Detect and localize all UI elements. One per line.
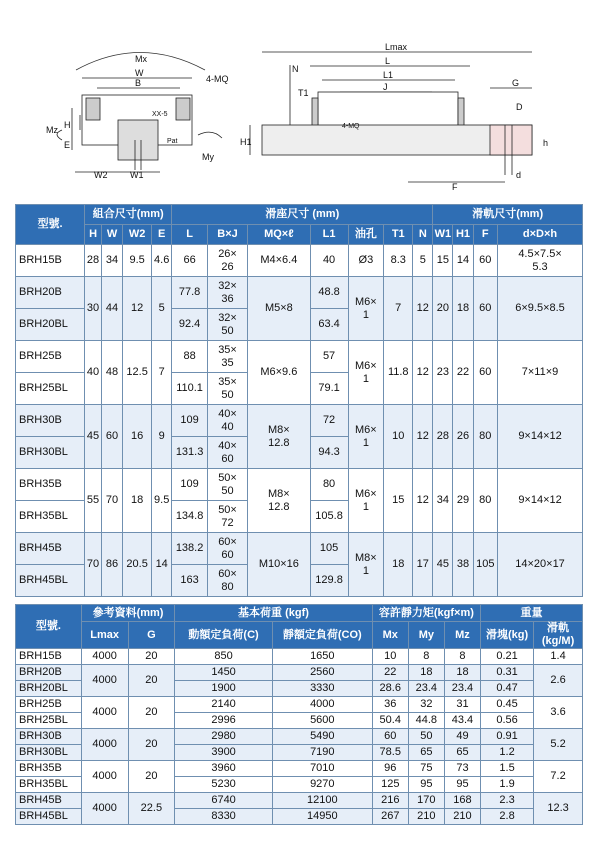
cell-h1: 29	[453, 469, 473, 533]
cell-w: 44	[101, 277, 122, 341]
side-label-f: F	[452, 182, 458, 192]
cell-t1: 10	[384, 405, 413, 469]
model-cell: BRH20B	[16, 665, 82, 681]
cell-mx: 36	[372, 697, 408, 713]
cell-my: 50	[408, 729, 444, 745]
cell-my: 75	[408, 761, 444, 777]
table-row	[16, 533, 583, 565]
cell-co: 7190	[272, 745, 372, 761]
cell-w1: 23	[433, 341, 453, 405]
cell-w1: 15	[433, 245, 453, 277]
model-cell: BRH30BL	[16, 437, 85, 469]
cell-n: 12	[413, 277, 433, 341]
cell-c: 1900	[175, 681, 273, 697]
cell-oil: Ø3	[348, 245, 384, 277]
cell-my: 65	[408, 745, 444, 761]
cell-bj: 35× 35	[207, 341, 247, 373]
load-header-ref: 參考資料(mm)	[81, 605, 174, 622]
model-cell: BRH45BL	[16, 565, 85, 597]
cell-blk: 1.9	[481, 777, 534, 793]
cell-l1: 79.1	[310, 373, 348, 405]
cell-h: 45	[85, 405, 102, 469]
cell-mx: 78.5	[372, 745, 408, 761]
cell-mz: 95	[444, 777, 480, 793]
front-label-mz: Mz	[46, 125, 58, 135]
load-col-header: G	[128, 622, 175, 649]
cell-l1: 105.8	[310, 501, 348, 533]
spec-col-header: L	[172, 225, 208, 245]
side-label-l: L	[385, 56, 391, 66]
cell-l: 77.8	[172, 277, 208, 309]
cell-n: 12	[413, 341, 433, 405]
front-label-mx: Mx	[135, 54, 147, 64]
spec-col-header: W1	[433, 225, 453, 245]
model-cell: BRH45BL	[16, 809, 82, 825]
cell-w2: 9.5	[123, 245, 152, 277]
cell-mx: 216	[372, 793, 408, 809]
cell-bj: 26× 26	[207, 245, 247, 277]
side-label-h: h	[543, 138, 549, 148]
load-col-header: My	[408, 622, 444, 649]
front-label-w1: W1	[130, 170, 144, 180]
cell-g: 20	[128, 761, 175, 793]
cell-blk: 2.3	[481, 793, 534, 809]
cell-l: 163	[172, 565, 208, 597]
cell-my: 32	[408, 697, 444, 713]
cell-w1: 28	[433, 405, 453, 469]
model-cell: BRH25B	[16, 341, 85, 373]
cell-my: 44.8	[408, 713, 444, 729]
cell-blk: 1.2	[481, 745, 534, 761]
cell-lmax: 4000	[81, 697, 128, 729]
cell-co: 14950	[272, 809, 372, 825]
model-cell: BRH45B	[16, 533, 85, 565]
cell-e: 9.5	[152, 469, 172, 533]
cell-mq: M8× 12.8	[248, 469, 310, 533]
load-rating-table	[15, 604, 583, 825]
cell-ddh: 4.5×7.5× 5.3	[498, 245, 583, 277]
load-col-header: Mx	[372, 622, 408, 649]
table-row	[16, 665, 583, 681]
cell-g: 22.5	[128, 793, 175, 825]
cell-my: 95	[408, 777, 444, 793]
model-cell: BRH25BL	[16, 713, 82, 729]
cell-mx: 22	[372, 665, 408, 681]
cell-bj: 60× 80	[207, 565, 247, 597]
cell-w: 60	[101, 405, 122, 469]
load-header-load: 基本荷重 (kgf)	[175, 605, 372, 622]
front-label-xx: XX-5	[152, 111, 168, 118]
cell-w1: 34	[433, 469, 453, 533]
cell-ddh: 7×11×9	[498, 341, 583, 405]
cell-rail: 3.6	[534, 697, 583, 729]
cell-n: 12	[413, 469, 433, 533]
front-label-pat: Pat	[167, 138, 178, 145]
cell-bj: 40× 60	[207, 437, 247, 469]
spec-col-header: d×D×h	[498, 225, 583, 245]
front-label-h: H	[64, 120, 71, 130]
cell-mq: M6×9.6	[248, 341, 310, 405]
spec-col-header: T1	[384, 225, 413, 245]
technical-drawings	[0, 0, 595, 200]
cell-f: 80	[473, 469, 498, 533]
cell-co: 3330	[272, 681, 372, 697]
cell-w: 86	[101, 533, 122, 597]
table-row	[16, 341, 583, 373]
cell-ddh: 9×14×12	[498, 469, 583, 533]
model-cell: BRH45B	[16, 793, 82, 809]
load-col-header: Lmax	[81, 622, 128, 649]
cell-f: 60	[473, 277, 498, 341]
cell-mx: 28.6	[372, 681, 408, 697]
cell-mz: 168	[444, 793, 480, 809]
spec-header-rail: 滑軌尺寸(mm)	[433, 205, 583, 225]
cell-e: 7	[152, 341, 172, 405]
spec-col-header: B×J	[207, 225, 247, 245]
cell-w2: 18	[123, 469, 152, 533]
load-header-moment: 容許靜力矩(kgf×m)	[372, 605, 480, 622]
cell-bj: 60× 60	[207, 533, 247, 565]
table-row	[16, 649, 583, 665]
cell-w2: 12	[123, 277, 152, 341]
cell-oil: M6× 1	[348, 277, 384, 341]
cell-blk: 0.21	[481, 649, 534, 665]
cell-l1: 94.3	[310, 437, 348, 469]
cell-mz: 65	[444, 745, 480, 761]
cell-l1: 63.4	[310, 309, 348, 341]
spec-col-header: MQ×ℓ	[248, 225, 310, 245]
model-cell: BRH30B	[16, 729, 82, 745]
cell-co: 7010	[272, 761, 372, 777]
cell-c: 3960	[175, 761, 273, 777]
side-label-n: N	[292, 64, 299, 74]
cell-mz: 43.4	[444, 713, 480, 729]
side-label-d: D	[516, 102, 523, 112]
load-col-header: Mz	[444, 622, 480, 649]
cell-mz: 31	[444, 697, 480, 713]
cell-oil: M6× 1	[348, 405, 384, 469]
cell-l: 109	[172, 405, 208, 437]
side-label-j: J	[383, 82, 388, 92]
cell-mq: M10×16	[248, 533, 310, 597]
model-cell: BRH35BL	[16, 777, 82, 793]
spec-col-header: H1	[453, 225, 473, 245]
cell-ddh: 9×14×12	[498, 405, 583, 469]
spec-header-model: 型號.	[16, 205, 85, 245]
cell-co: 5600	[272, 713, 372, 729]
cell-h1: 18	[453, 277, 473, 341]
cell-l: 109	[172, 469, 208, 501]
cell-c: 2996	[175, 713, 273, 729]
cell-l: 138.2	[172, 533, 208, 565]
cell-blk: 1.5	[481, 761, 534, 777]
table-row	[16, 697, 583, 713]
cell-c: 5230	[175, 777, 273, 793]
cell-h: 70	[85, 533, 102, 597]
cell-l: 134.8	[172, 501, 208, 533]
cell-oil: M6× 1	[348, 469, 384, 533]
side-label-h1: H1	[240, 137, 252, 147]
cell-my: 170	[408, 793, 444, 809]
cell-lmax: 4000	[81, 649, 128, 665]
cell-g: 20	[128, 729, 175, 761]
cell-mx: 50.4	[372, 713, 408, 729]
cell-h1: 22	[453, 341, 473, 405]
cell-my: 8	[408, 649, 444, 665]
cell-mx: 267	[372, 809, 408, 825]
model-cell: BRH25B	[16, 697, 82, 713]
cell-co: 2560	[272, 665, 372, 681]
cell-e: 14	[152, 533, 172, 597]
spec-col-header: L1	[310, 225, 348, 245]
cell-rail: 1.4	[534, 649, 583, 665]
front-label-b: B	[135, 78, 142, 88]
cell-c: 3900	[175, 745, 273, 761]
cell-c: 8330	[175, 809, 273, 825]
cell-h: 30	[85, 277, 102, 341]
cell-rail: 7.2	[534, 761, 583, 793]
load-col-header: 滑塊(kg)	[481, 622, 534, 649]
side-label-lmax: Lmax	[385, 42, 408, 52]
cell-lmax: 4000	[81, 793, 128, 825]
cell-c: 6740	[175, 793, 273, 809]
model-cell: BRH30B	[16, 405, 85, 437]
model-cell: BRH35B	[16, 469, 85, 501]
cell-bj: 50× 72	[207, 501, 247, 533]
cell-rail: 12.3	[534, 793, 583, 825]
front-label-e: E	[64, 140, 71, 150]
cell-mx: 10	[372, 649, 408, 665]
cell-mx: 125	[372, 777, 408, 793]
cell-bj: 50× 50	[207, 469, 247, 501]
cell-mz: 49	[444, 729, 480, 745]
cell-t1: 7	[384, 277, 413, 341]
cell-w: 48	[101, 341, 122, 405]
side-label-t1: T1	[298, 88, 309, 98]
spec-col-header: F	[473, 225, 498, 245]
table-row	[16, 761, 583, 777]
cell-mz: 73	[444, 761, 480, 777]
cell-f: 80	[473, 405, 498, 469]
load-header-weight: 重量	[481, 605, 583, 622]
cell-co: 4000	[272, 697, 372, 713]
cell-c: 1450	[175, 665, 273, 681]
spec-col-header: E	[152, 225, 172, 245]
table-row	[16, 245, 583, 277]
model-cell: BRH20BL	[16, 681, 82, 697]
table-row	[16, 793, 583, 809]
cell-mz: 18	[444, 665, 480, 681]
model-cell: BRH35B	[16, 761, 82, 777]
spec-header-combo: 組合尺寸(mm)	[85, 205, 172, 225]
spec-col-header: W2	[123, 225, 152, 245]
cell-blk: 0.31	[481, 665, 534, 681]
cell-blk: 0.56	[481, 713, 534, 729]
model-cell: BRH20B	[16, 277, 85, 309]
model-cell: BRH30BL	[16, 745, 82, 761]
cell-lmax: 4000	[81, 761, 128, 793]
front-label-w2: W2	[94, 170, 108, 180]
cell-l1: 48.8	[310, 277, 348, 309]
cell-l: 110.1	[172, 373, 208, 405]
table-row	[16, 469, 583, 501]
cell-co: 12100	[272, 793, 372, 809]
cell-co: 1650	[272, 649, 372, 665]
cell-c: 850	[175, 649, 273, 665]
cell-mq: M5×8	[248, 277, 310, 341]
cell-e: 9	[152, 405, 172, 469]
cell-t1: 8.3	[384, 245, 413, 277]
cell-my: 23.4	[408, 681, 444, 697]
cell-bj: 32× 50	[207, 309, 247, 341]
cell-blk: 0.47	[481, 681, 534, 697]
cell-h1: 26	[453, 405, 473, 469]
cell-w1: 20	[433, 277, 453, 341]
cell-g: 20	[128, 697, 175, 729]
cell-mx: 96	[372, 761, 408, 777]
cell-mz: 210	[444, 809, 480, 825]
cell-my: 18	[408, 665, 444, 681]
cell-l: 92.4	[172, 309, 208, 341]
cell-mq: M4×6.4	[248, 245, 310, 277]
cell-co: 5490	[272, 729, 372, 745]
cell-blk: 0.91	[481, 729, 534, 745]
front-label-my: My	[202, 152, 214, 162]
cell-l: 131.3	[172, 437, 208, 469]
model-cell: BRH20BL	[16, 309, 85, 341]
cell-mq: M8× 12.8	[248, 405, 310, 469]
side-label-g: G	[512, 78, 520, 88]
spec-col-header: H	[85, 225, 102, 245]
cell-blk: 0.45	[481, 697, 534, 713]
cell-f: 105	[473, 533, 498, 597]
cell-mz: 23.4	[444, 681, 480, 697]
cell-f: 60	[473, 245, 498, 277]
cell-n: 12	[413, 405, 433, 469]
cell-w1: 45	[433, 533, 453, 597]
cell-c: 2980	[175, 729, 273, 745]
front-label-w: W	[135, 68, 144, 78]
cell-l1: 129.8	[310, 565, 348, 597]
dimension-spec-table	[15, 204, 583, 597]
cell-t1: 18	[384, 533, 413, 597]
cell-l1: 40	[310, 245, 348, 277]
cell-g: 20	[128, 649, 175, 665]
spec-header-block: 滑座尺寸 (mm)	[172, 205, 433, 225]
cell-h: 28	[85, 245, 102, 277]
cell-bj: 40× 40	[207, 405, 247, 437]
cell-h: 40	[85, 341, 102, 405]
cell-n: 5	[413, 245, 433, 277]
cell-h1: 14	[453, 245, 473, 277]
cell-bj: 32× 36	[207, 277, 247, 309]
load-col-header: 動額定負荷(C)	[175, 622, 273, 649]
cell-h: 55	[85, 469, 102, 533]
cell-my: 210	[408, 809, 444, 825]
cell-t1: 15	[384, 469, 413, 533]
cell-w: 70	[101, 469, 122, 533]
cell-rail: 5.2	[534, 729, 583, 761]
model-cell: BRH15B	[16, 649, 82, 665]
cell-l: 88	[172, 341, 208, 373]
model-cell: BRH35BL	[16, 501, 85, 533]
spec-col-header: 油孔	[348, 225, 384, 245]
cell-lmax: 4000	[81, 729, 128, 761]
side-label-dd: d	[516, 170, 522, 180]
cell-l1: 72	[310, 405, 348, 437]
cell-g: 20	[128, 665, 175, 697]
side-label-mq: 4-MQ	[342, 123, 360, 130]
table-row	[16, 405, 583, 437]
cell-ddh: 6×9.5×8.5	[498, 277, 583, 341]
cell-mz: 8	[444, 649, 480, 665]
cell-w2: 16	[123, 405, 152, 469]
table-row	[16, 729, 583, 745]
cell-l: 66	[172, 245, 208, 277]
cell-l1: 57	[310, 341, 348, 373]
spec-col-header: N	[413, 225, 433, 245]
load-col-header: 滑軌(kg/M)	[534, 622, 583, 649]
front-label-mq: 4-MQ	[206, 74, 229, 84]
cell-f: 60	[473, 341, 498, 405]
cell-w2: 20.5	[123, 533, 152, 597]
model-cell: BRH15B	[16, 245, 85, 277]
cell-ddh: 14×20×17	[498, 533, 583, 597]
cell-lmax: 4000	[81, 665, 128, 697]
load-header-model: 型號.	[16, 605, 82, 649]
cell-co: 9270	[272, 777, 372, 793]
cell-oil: M8× 1	[348, 533, 384, 597]
cell-n: 17	[413, 533, 433, 597]
spec-col-header: W	[101, 225, 122, 245]
cell-bj: 35× 50	[207, 373, 247, 405]
cell-w2: 12.5	[123, 341, 152, 405]
cell-blk: 2.8	[481, 809, 534, 825]
side-label-l1: L1	[383, 70, 394, 80]
table-row	[16, 277, 583, 309]
model-cell: BRH25BL	[16, 373, 85, 405]
cell-w: 34	[101, 245, 122, 277]
load-col-header: 靜額定負荷(CO)	[272, 622, 372, 649]
cell-rail: 2.6	[534, 665, 583, 697]
cell-c: 2140	[175, 697, 273, 713]
cell-h1: 38	[453, 533, 473, 597]
cell-mx: 60	[372, 729, 408, 745]
cell-e: 4.6	[152, 245, 172, 277]
cell-t1: 11.8	[384, 341, 413, 405]
cell-e: 5	[152, 277, 172, 341]
cell-l1: 105	[310, 533, 348, 565]
cell-oil: M6× 1	[348, 341, 384, 405]
cell-l1: 80	[310, 469, 348, 501]
